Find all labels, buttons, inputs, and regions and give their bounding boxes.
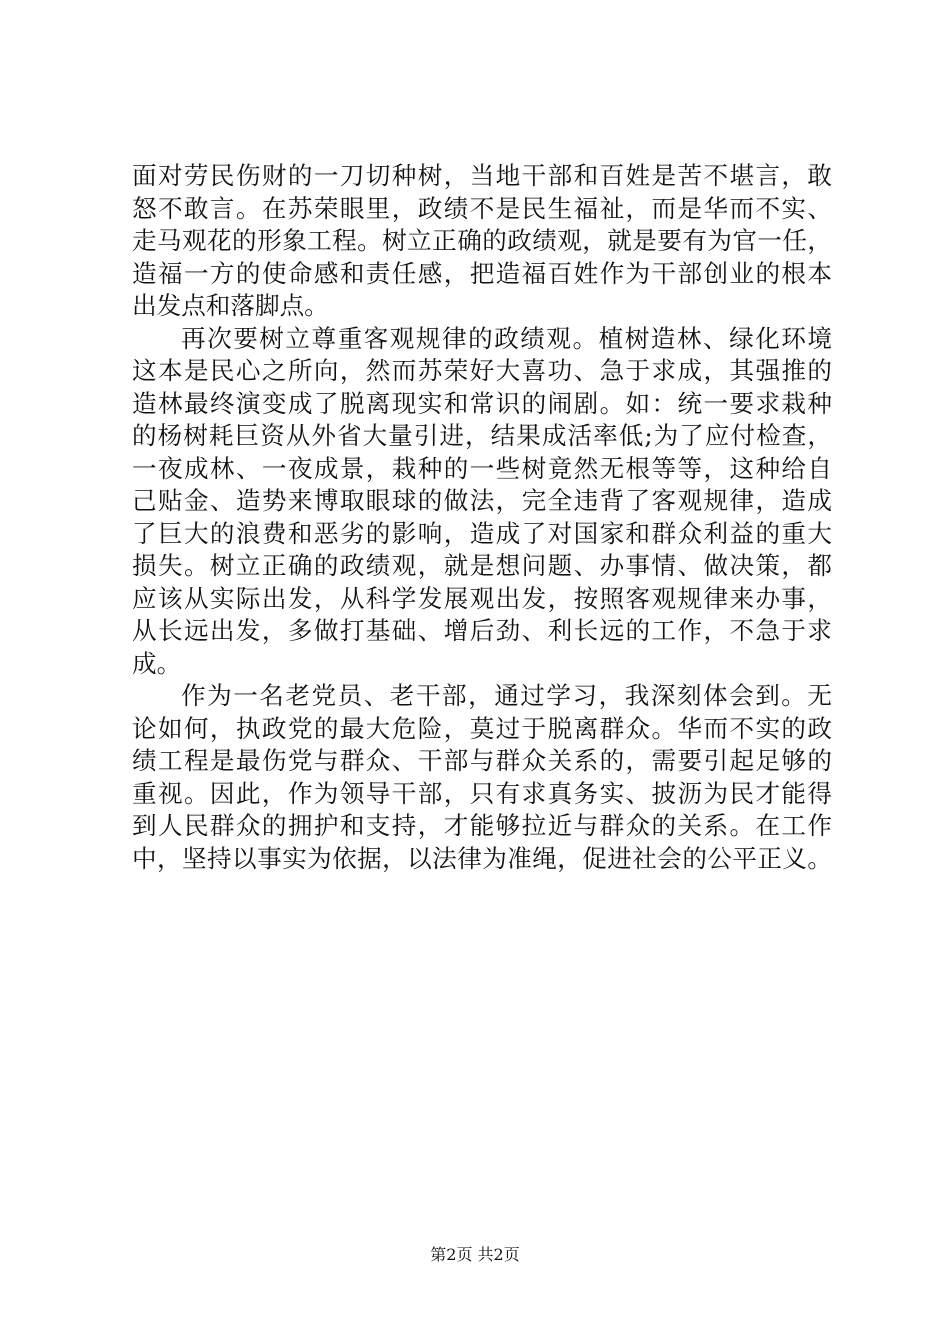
- text-line: 论如何，执政党的最大危险，莫过于脱离群众。华而不实的政: [132, 713, 832, 743]
- text-line: 绩工程是最伤党与群众、干部与群众关系的，需要引起足够的: [132, 746, 832, 775]
- text-line: 走马观花的形象工程。树立正确的政绩观，就是要有为官一任，: [132, 226, 832, 255]
- text-line: 应该从实际出发，从科学发展观出发，按照客观规律来办事，: [132, 583, 832, 613]
- text-line: 再次要树立尊重客观规律的政绩观。植树造林、绿化环境: [181, 323, 832, 353]
- paragraph-2: [132, 323, 832, 681]
- text-line: 造林最终演变成了脱离现实和常识的闹剧。如：统一要求栽种: [132, 388, 832, 418]
- text-line: 这本是民心之所向，然而苏荣好大喜功、急于求成，其强推的: [132, 356, 832, 385]
- text-line: 造福一方的使命感和责任感，把造福百姓作为干部创业的根本: [132, 258, 832, 288]
- page-number-footer: 第2页 共2页: [430, 1245, 520, 1264]
- text-line: 面对劳民伤财的一刀切种树，当地干部和百姓是苦不堪言，敢: [132, 161, 832, 190]
- text-line: 到人民群众的拥护和支持，才能够拉近与群众的关系。在工作: [132, 811, 832, 840]
- text-line: 己贴金、造势来博取眼球的做法，完全违背了客观规律，造成: [132, 486, 832, 515]
- text-line: 怒不敢言。在苏荣眼里，政绩不是民生福祉，而是华而不实、: [132, 193, 832, 223]
- text-line: 从长远出发，多做打基础、增后劲、利长远的工作，不急于求: [132, 616, 832, 645]
- text-line: 一夜成林、一夜成景，栽种的一些树竟然无根等等，这种给自: [132, 453, 832, 483]
- paragraph-3: [132, 680, 832, 875]
- text-line: 的杨树耗巨资从外省大量引进，结果成活率低;为了应付检查，: [132, 421, 832, 450]
- text-line: 出发点和落脚点。: [132, 291, 329, 320]
- text-line: 重视。因此，作为领导干部，只有求真务实、披沥为民才能得: [132, 778, 832, 808]
- paragraph-1: [132, 160, 832, 323]
- text-line: 作为一名老党员、老干部，通过学习，我深刻体会到。无: [181, 681, 832, 710]
- text-line: 中，坚持以事实为依据，以法律为准绳，促进社会的公平正义。: [132, 843, 832, 873]
- text-line: 损失。树立正确的政绩观，就是想问题、办事情、做决策，都: [132, 551, 832, 580]
- text-line: 成。: [132, 648, 182, 678]
- document-body: [132, 160, 832, 875]
- text-line: 了巨大的浪费和恶劣的影响，造成了对国家和群众利益的重大: [132, 518, 832, 548]
